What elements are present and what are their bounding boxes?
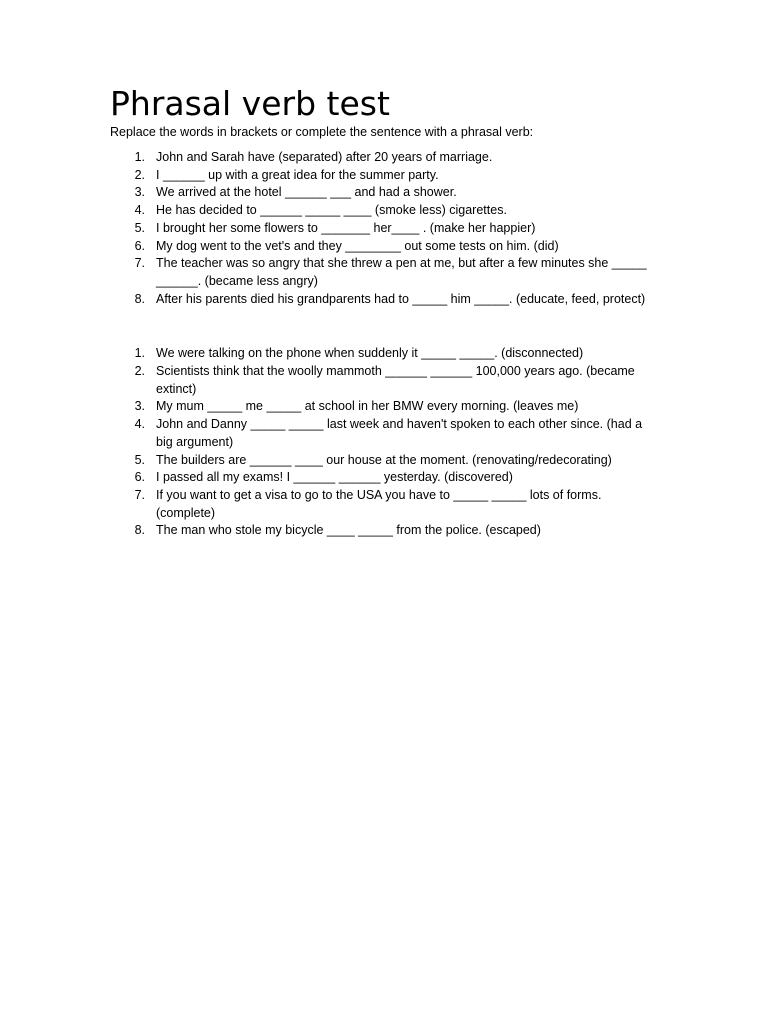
list-item [110, 398, 656, 416]
list-item [110, 363, 656, 398]
question-list-1 [110, 149, 670, 308]
section-spacer [110, 308, 670, 345]
item-text: The builders are ______ ____ our house at the moment. (renovating/redecorating) [156, 452, 612, 467]
list-item [110, 149, 656, 167]
item-text: John and Danny _____ _____ last week and haven't spoken to each other since. (had a big argument) [156, 417, 643, 449]
item-text: We were talking on the phone when suddenly it _____ _____. (disconnected) [156, 346, 584, 361]
item-text: My mum _____ me _____ at school in her BMW every morning. (leaves me) [156, 399, 579, 414]
list-item [110, 522, 656, 540]
item-text: I ______ up with a great idea for the summer party. [156, 167, 439, 182]
list-item [110, 238, 656, 256]
document-content [110, 84, 670, 540]
item-number: 5. [134, 220, 145, 235]
item-number: 2. [134, 167, 145, 182]
item-number: 4. [134, 203, 145, 218]
item-text: We arrived at the hotel ______ ___ and had a shower. [156, 185, 457, 200]
item-text: John and Sarah have (separated) after 20 years of marriage. [156, 150, 493, 164]
list-item [110, 202, 656, 220]
instructions-text: Replace the words in brackets or complete the sentence with a phrasal verb: [110, 125, 534, 139]
item-text: I brought her some flowers to _______ her____ . (make her happier) [156, 220, 536, 235]
item-number: 5. [134, 452, 145, 467]
item-text: The man who stole my bicycle ____ _____ from the police. (escaped) [156, 523, 541, 538]
list-item [110, 291, 656, 309]
item-text: After his parents died his grandparents had to _____ him _____. (educate, feed, protect) [156, 291, 646, 306]
item-number: 1. [134, 150, 145, 164]
item-number: 7. [134, 487, 145, 502]
item-number: 3. [134, 185, 145, 200]
item-text: He has decided to ______ _____ ____ (smoke less) cigarettes. [156, 203, 507, 218]
list-item [110, 487, 656, 522]
list-item [110, 345, 656, 363]
list-item [110, 469, 656, 487]
item-number: 7. [134, 256, 145, 271]
item-number: 8. [134, 291, 145, 306]
list-item [110, 184, 656, 202]
list-item [110, 416, 656, 451]
item-text: I passed all my exams! I ______ ______ yesterday. (discovered) [156, 470, 513, 485]
item-number: 8. [134, 523, 145, 538]
question-list-2 [110, 345, 670, 540]
item-text: The teacher was so angry that she threw a pen at me, but after a few minutes she _____ ______. (became less angry) [156, 256, 647, 288]
item-number: 4. [134, 417, 145, 432]
item-number: 2. [134, 364, 145, 379]
item-number: 6. [134, 238, 145, 253]
item-text: If you want to get a visa to go to the USA you have to _____ _____ lots of forms. (complete) [156, 487, 602, 520]
item-number: 6. [134, 470, 145, 485]
list-item [110, 220, 656, 238]
list-item [110, 452, 656, 470]
item-number: 3. [134, 399, 145, 414]
item-text: My dog went to the vet's and they ________ out some tests on him. (did) [156, 238, 559, 253]
item-text: Scientists think that the woolly mammoth ______ ______ 100,000 years ago. (became extinct) [156, 364, 635, 396]
item-number: 1. [134, 346, 145, 361]
list-item [110, 255, 656, 290]
page-title: Phrasal verb test [110, 84, 390, 123]
list-item [110, 167, 656, 185]
